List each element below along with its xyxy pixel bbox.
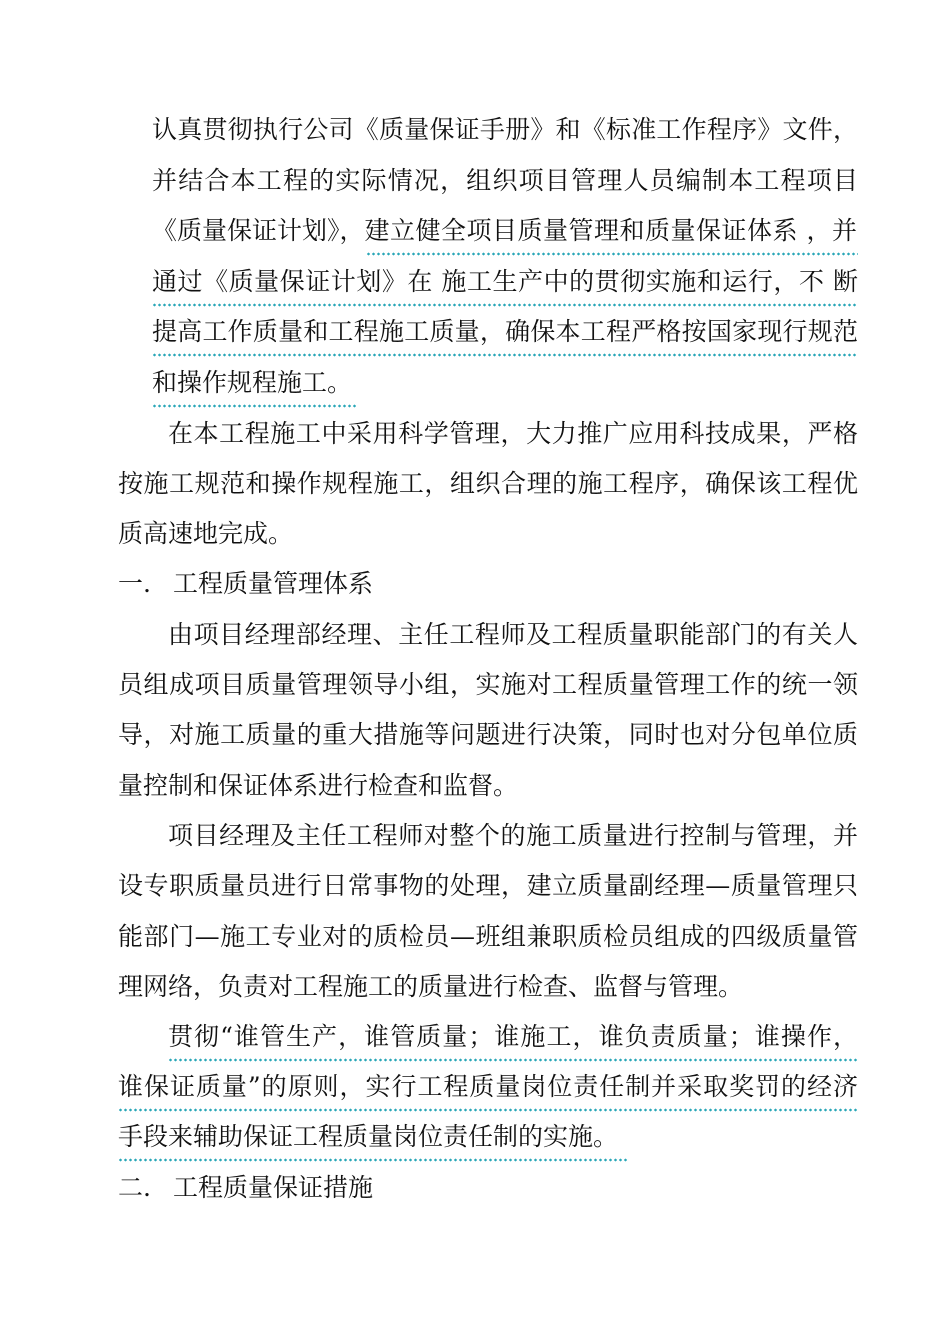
paragraph-2-line-1: 在本工程施工中采用科学管理，大力推广应用科技成果，严格 xyxy=(168,419,858,448)
paragraph-4-line-1: 项目经理及主任工程师对整个的施工质量进行控制与管理，并 xyxy=(168,821,858,850)
spellcheck-underline xyxy=(366,252,858,256)
paragraph-3-line-3: 导，对施工质量的重大措施等问题进行决策，同时也对分包单位质 xyxy=(118,720,858,749)
section-heading-2-title: 工程质量保证措施 xyxy=(172,1173,373,1202)
paragraph-2-line-3: 质高速地完成。 xyxy=(118,519,294,548)
paragraph-4-line-4: 理网络，负责对工程施工的质量进行检查、监督与管理。 xyxy=(118,972,744,1001)
section-heading-1-title: 工程质量管理体系 xyxy=(172,569,373,598)
section-heading-2 xyxy=(118,1171,858,1205)
paragraph-1-line-3-start: 《质量保证计划》， xyxy=(152,216,365,245)
paragraph-4-line-3: 能部门—施工专业对的质检员—班组兼职质检员组成的四级质量管 xyxy=(118,922,858,951)
spellcheck-underline xyxy=(152,404,357,408)
spellcheck-underline xyxy=(118,1108,858,1112)
spellcheck-underline xyxy=(118,1158,628,1162)
paragraph-3-line-1: 由项目经理部经理、主任工程师及工程质量职能部门的有关人 xyxy=(168,620,858,649)
paragraph-1-line-1: 认真贯彻执行公司《质量保证手册》和《标准工作程序》文件， xyxy=(152,115,858,144)
paragraph-4-line-2: 设专职质量员进行日常事物的处理，建立质量副经理—质量管理只 xyxy=(118,871,858,900)
section-heading-1 xyxy=(118,567,858,601)
paragraph-1-line-5: 提高工作质量和工程施工质量，确保本工程严格按国家现行规范 xyxy=(152,317,858,346)
paragraph-5-line-1: 贯彻“谁管生产，谁管质量；谁施工，谁负责质量；谁操作， xyxy=(168,1022,858,1051)
paragraph-3-line-2: 员组成项目质量管理领导小组，实施对工程质量管理工作的统一领 xyxy=(118,670,858,699)
paragraph-3-line-4: 量控制和保证体系进行检查和监督。 xyxy=(118,771,519,800)
paragraph-2-line-2: 按施工规范和操作规程施工，组织合理的施工程序，确保该工程优 xyxy=(118,469,858,498)
paragraph-1-line-6: 和操作规程施工。 xyxy=(152,368,353,397)
spellcheck-underline xyxy=(152,303,858,307)
section-heading-1-number: 一. xyxy=(118,569,151,598)
paragraph-5-line-2: 谁保证质量”的原则，实行工程质量岗位责任制并采取奖罚的经济 xyxy=(118,1072,858,1101)
paragraph-1-line-4: 通过《质量保证计划》在 施工生产中的贯彻实施和运行，不 断 xyxy=(152,267,858,296)
paragraph-1-line-2: 并结合本工程的实际情况，组织项目管理人员编制本工程项目 xyxy=(152,166,858,195)
spellcheck-underline xyxy=(168,1058,858,1062)
paragraph-5-line-3: 手段来辅助保证工程质量岗位责任制的实施。 xyxy=(118,1122,619,1151)
section-heading-2-number: 二. xyxy=(118,1173,151,1202)
paragraph-1-line-3-underlined: 建立健全项目质量管理和质量保证体系 ，并 xyxy=(364,216,858,245)
spellcheck-underline xyxy=(152,353,858,357)
paragraph-1-line-3 xyxy=(152,214,858,248)
